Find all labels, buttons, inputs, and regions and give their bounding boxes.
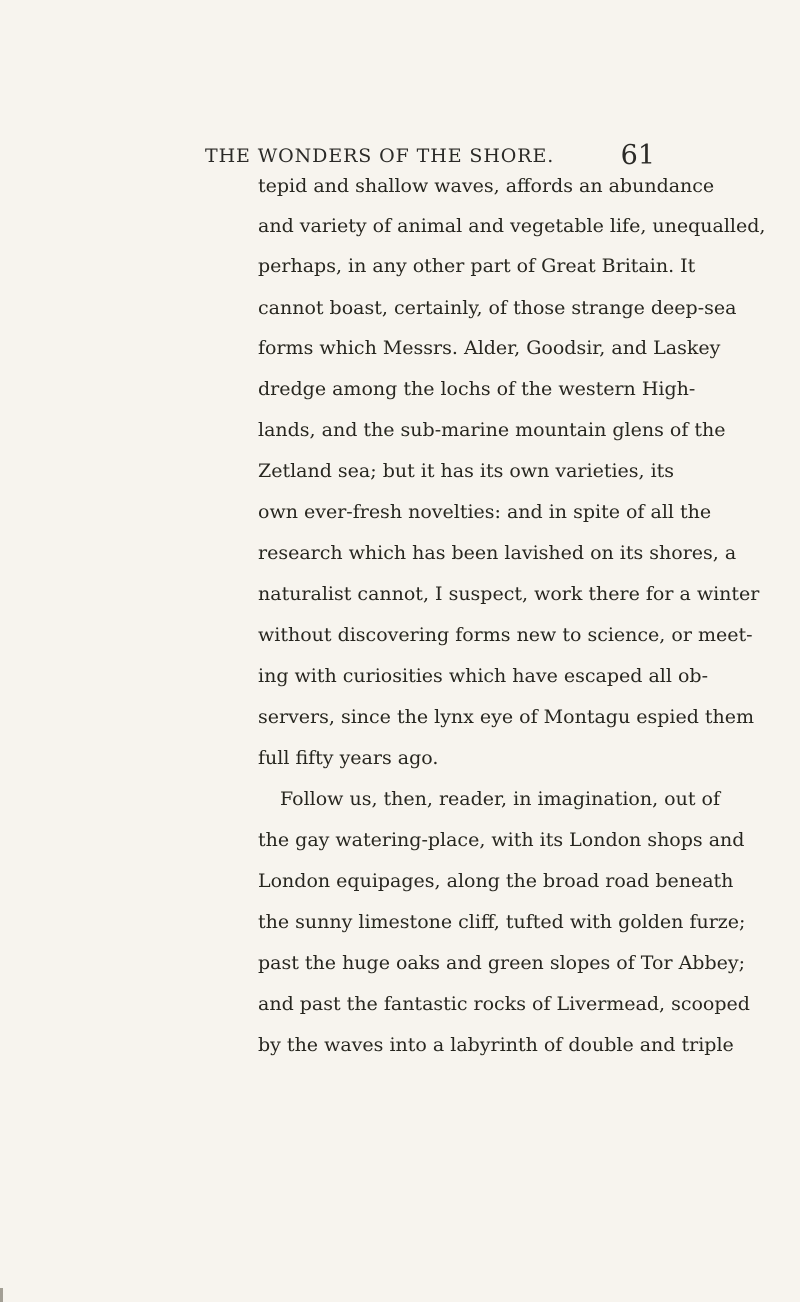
body-line: servers, since the lynx eye of Montagu espied them [258, 706, 755, 728]
body-line: Zetland sea; but it has its own varieties, its [258, 460, 675, 482]
body-line: forms which Messrs. Alder, Goodsir, and Laskey [258, 337, 721, 359]
body-line: research which has been lavished on its shores, a [258, 542, 737, 564]
body-line: cannot boast, certainly, of those strange deep-sea [258, 297, 737, 319]
body-line: naturalist cannot, I suspect, work there for a winter [258, 583, 760, 605]
body-line: by the waves into a labyrinth of double and triple [258, 1034, 734, 1056]
body-line: past the huge oaks and green slopes of Tor Abbey; [258, 952, 745, 974]
body-line: London equipages, along the broad road beneath [258, 870, 734, 892]
page-edge-mark [0, 1288, 3, 1302]
page-number: 61 [620, 140, 655, 171]
body-line: perhaps, in any other part of Great Britain. It [258, 255, 696, 277]
body-line: the sunny limestone cliff, tufted with golden furze; [258, 911, 746, 933]
body-line: and past the fantastic rocks of Livermead, scooped [258, 993, 750, 1015]
body-line: Follow us, then, reader, in imagination, out of [280, 788, 720, 810]
body-line: ing with curiosities which have escaped all ob- [258, 665, 709, 687]
body-line: full fifty years ago. [258, 747, 439, 769]
body-line: without discovering forms new to science, or meet- [258, 624, 753, 646]
body-line: tepid and shallow waves, affords an abundance [258, 175, 715, 197]
body-line: and variety of animal and vegetable life, unequalled, [258, 215, 766, 237]
running-head: THE WONDERS OF THE SHORE. [205, 145, 555, 167]
body-line: dredge among the lochs of the western High- [258, 378, 696, 400]
body-line: own ever-fresh novelties: and in spite of all the [258, 501, 712, 523]
body-line: lands, and the sub-marine mountain glens of the [258, 419, 726, 441]
body-line: the gay watering-place, with its London shops and [258, 829, 745, 851]
